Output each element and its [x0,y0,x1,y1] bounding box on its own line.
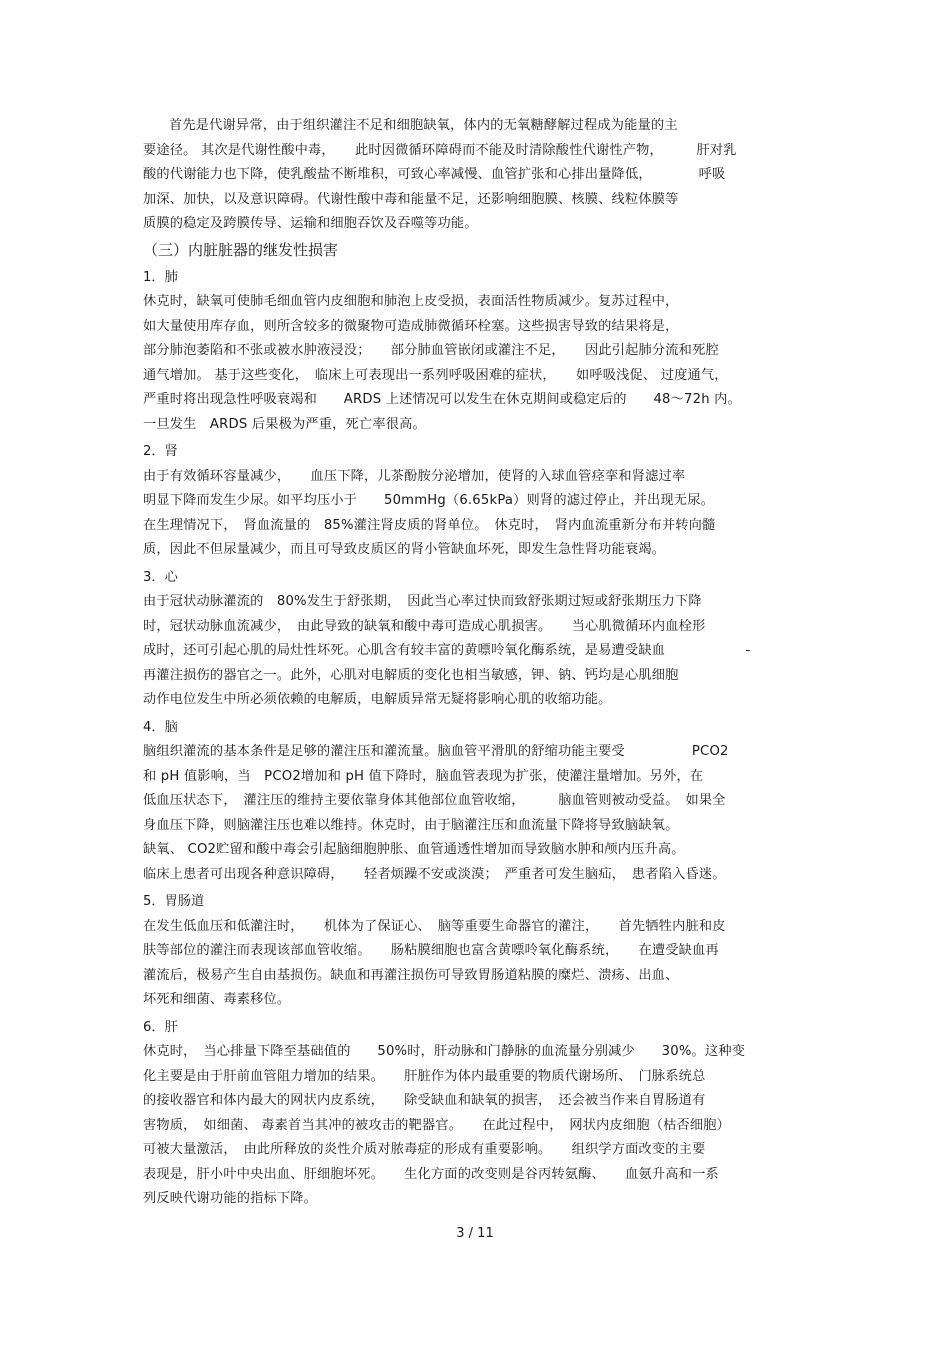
text-line: 低血压状态下， 灌注压的维持主要依靠身体其他部位血管收缩， 脑血管则被动受益。 如果全 [143,793,726,808]
text-line: 时，冠状动脉血流减少， 由此导致的缺氧和酸中毒可造成心肌损害。 当心肌微循环内血栓形 [143,618,706,634]
text-line: 严重时将出现急性呼吸衰竭和 ARDS 上述情况可以发生在休克期间或稳定后的 48～72h 内。 [143,392,741,407]
text-line: 再灌注损伤的器官之一。此外，心肌对电解质的变化也相当敏感，钾、钠、钙均是心肌细胞 [143,667,679,683]
text-line: 在生理情况下， 肾血流量的 85%灌注肾皮质的肾单位。 休克时， 肾内血流重新分布并转向髓 [143,517,716,533]
text-line: 灌流后，极易产生自由基损伤。缺血和再灌注损伤可导致胃肠道粘膜的糜烂、溃疡、出血、 [143,967,679,983]
text-line: 一旦发生 ARDS 后果极为严重，死亡率很高。 [143,416,426,432]
text-line: 质，因此不但尿量减少，而且可导致皮质区的肾小管缺血坏死，即发生急性肾功能衰竭。 [143,542,666,557]
text-line: 动作电位发生中所必须依赖的电解质，电解质异常无疑将影响心肌的收缩功能。 [143,692,612,707]
text-line: 加深、加快，以及意识障碍。代谢性酸中毒和能量不足，还影响细胞膜、核膜、线粒体膜等 [143,191,679,207]
text-line: 质膜的稳定及跨膜传导、运输和细胞吞饮及吞噬等功能。 [143,216,478,231]
text-line: 坏死和细菌、毒素移位。 [143,992,291,1007]
text-line: 列反映代谢功能的指标下降。 [143,1191,318,1206]
intro-paragraph [143,114,823,237]
text-line: 缺氧、 CO2贮留和酸中毒会引起脑细胞肿胀、血管通透性增加而导致脑水肿和颅内压升高。 [143,842,685,857]
text-line: 酸的代谢能力也下降，使乳酸盐不断堆积，可致心率减慢、血管扩张和心排出量降低， 呼吸 [143,167,726,182]
text-line: 要途径。 其次是代谢性酸中毒， 此时因微循环障碍而不能及时清除酸性代谢性产物， 肝对乳 [143,142,737,158]
text-line: 化主要是由于肝前血管阻力增加的结果。 肝脏作为体内最重要的物质代谢场所、 门脉系统总 [143,1068,706,1084]
text-line: 表现是，肝小叶中央出血、肝细胞坏死。 生化方面的改变则是谷丙转氨酶、 血氨升高和一系 [143,1166,719,1182]
subsection-title: 1．肺 [143,269,178,285]
organ-section-gi-tract [143,890,823,1013]
text-line: 休克时，缺氧可使肺毛细血管内皮细胞和肺泡上皮受损，表面活性物质减少。复苏过程中， [143,294,679,309]
text-line: 和 pH 值影响，当 PCO2增加和 pH 值下降时，脑血管表现为扩张，使灌注量增加。另外，在 [143,768,704,784]
organ-section-kidney [143,440,823,563]
organ-section-liver [143,1016,823,1212]
text-line: 成时，还可引起心肌的局灶性坏死。心肌含有较丰富的黄嘌呤氧化酶系统，是易遭受缺血 - [143,643,751,658]
organ-section-brain [143,716,823,888]
text-line: 部分肺泡萎陷和不张或被水肿液浸没； 部分肺血管嵌闭或灌注不足， 因此引起肺分流和死腔 [143,343,719,358]
page-number: 3 / 11 [456,1226,494,1241]
text-line: 临床上患者可出现各种意识障碍， 轻者烦躁不安或淡漠； 严重者可发生脑疝， 患者陷入昏迷。 [143,866,726,882]
subsection-title: 4．脑 [143,719,178,735]
text-line: 身血压下降，则脑灌注压也难以维持。休克时，由于脑灌注压和血流量下降将导致脑缺氧。 [143,817,679,833]
page-content [143,114,823,1212]
text-line: 的接收器官和体内最大的网状内皮系统， 除受缺血和缺氧的损害， 还会被当作来自胃肠道有 [143,1093,706,1108]
organ-section-heart [143,566,823,713]
organ-section-lung [143,266,823,438]
subsection-title: 3．心 [143,569,178,585]
subsection-title: 5．胃肠道 [143,894,205,909]
subsection-title: 2．肾 [143,444,178,459]
text-line: 由于冠状动脉灌流的 80%发生于舒张期， 因此当心率过快而致舒张期过短或舒张期压力下降 [143,594,702,609]
text-line: 首先是代谢异常，由于组织灌注不足和细胞缺氧，体内的无氧糖酵解过程成为能量的主 [169,118,678,133]
text-line: 如大量使用库存血，则所含较多的微聚物可造成肺微循环栓塞。这些损害导致的结果将是， [143,318,679,334]
text-line: 脑组织灌流的基本条件是足够的灌注压和灌流量。脑血管平滑肌的舒缩功能主要受 PCO2 [143,744,729,759]
text-line: 肤等部位的灌注而表现该部血管收缩。 肠粘膜细胞也富含黄嘌呤氧化酶系统， 在遭受缺血再 [143,943,719,958]
text-line: 通气增加。 基于这些变化， 临床上可表现出一系列呼吸困难的症状， 如呼吸浅促、 过度通气， [143,367,728,383]
text-line: 明显下降而发生少尿。如平均压小于 50mmHg（6.65kPa）则肾的滤过停止，并出现无尿。 [143,493,714,508]
subsection-title: 6．肝 [143,1019,178,1035]
section-heading: （三）内脏脏器的继发性损害 [143,240,339,259]
text-line: 休克时， 当心排量下降至基础值的 50%时，肝动脉和门静脉的血流量分别减少 30%。这种变 [143,1044,746,1059]
text-line: 害物质， 如细菌、 毒素首当其冲的被攻击的靶器官。 在此过程中， 网状内皮细胞（枯否细胞） [143,1117,731,1133]
text-line: 在发生低血压和低灌注时， 机体为了保证心、 脑等重要生命器官的灌注， 首先牺牲内脏和皮 [143,918,726,934]
text-line: 可被大量激活， 由此所释放的炎性介质对脓毒症的形成有重要影响。 组织学方面改变的主要 [143,1142,706,1157]
text-line: 由于有效循环容量减少， 血压下降，儿茶酚胺分泌增加，使肾的入球血管痉挛和肾滤过率 [143,468,686,484]
